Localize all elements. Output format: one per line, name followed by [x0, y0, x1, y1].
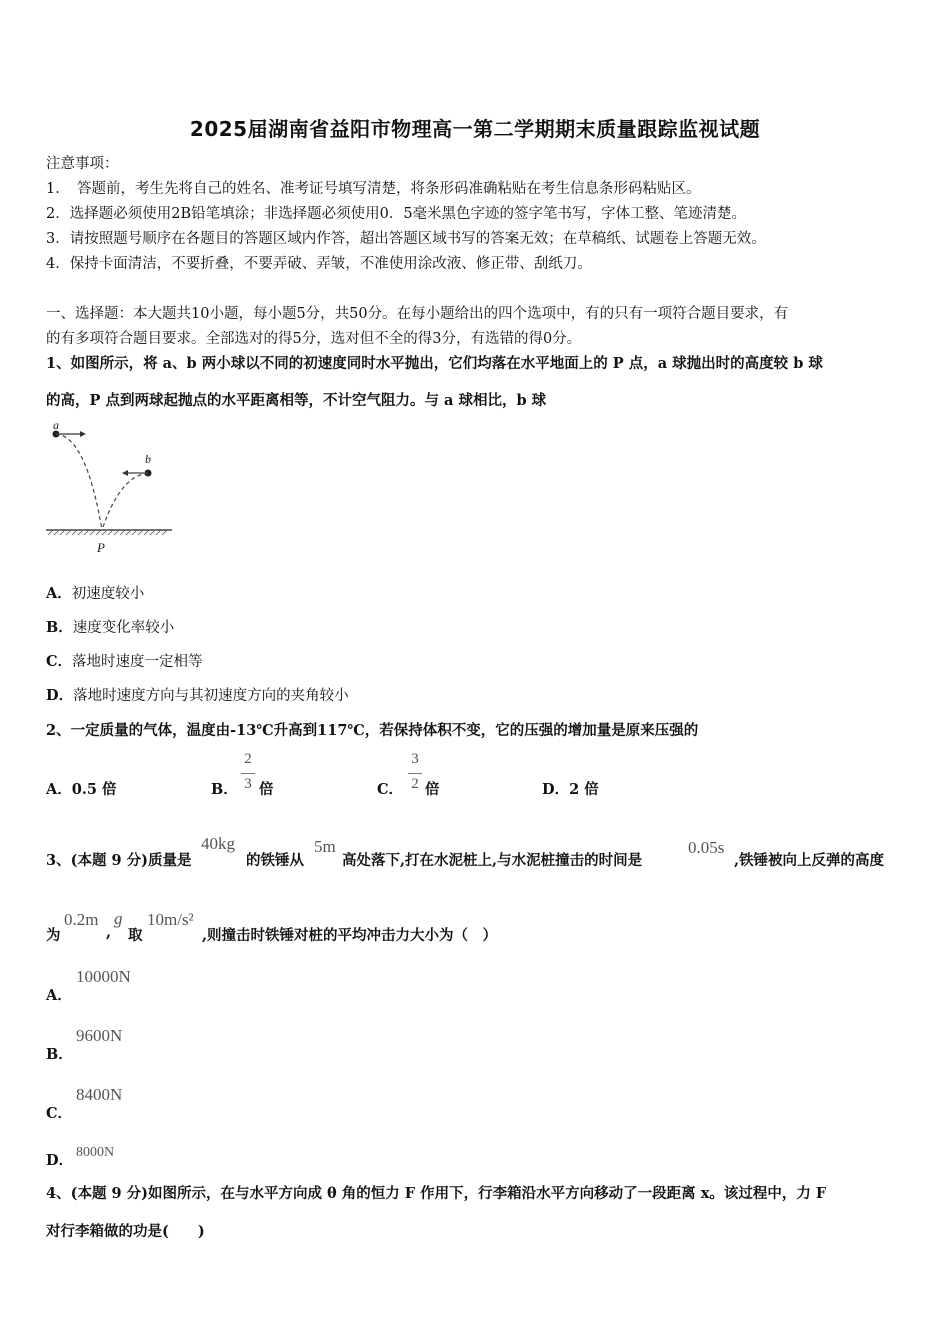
q2-option-d[interactable]	[542, 778, 599, 799]
q1-option-d-text: 落地时速度方向与其初速度方向的夹角较小	[73, 688, 349, 704]
trajectory-a	[56, 434, 102, 530]
q2-option-c-label[interactable]: C．	[377, 781, 404, 798]
q1-option-a[interactable]	[46, 582, 144, 603]
q2-stem: 2、一定质量的气体，温度由-13℃升高到117℃，若保持体积不变，它的压强的增加量是原来压强的	[46, 722, 699, 739]
q2-option-d-text: 2 倍	[569, 781, 599, 798]
label-p: P	[97, 540, 105, 555]
arrowhead-a	[80, 431, 86, 437]
q3-height: 5m	[314, 837, 336, 856]
q1-option-c[interactable]	[46, 650, 203, 671]
label-b: b	[145, 452, 151, 466]
q2-option-a-text: 0.5 倍	[71, 781, 117, 798]
q1-option-a-text: 初速度较小	[71, 586, 145, 602]
q2-option-b-fraction-bar	[241, 773, 255, 774]
q3-option-b-value[interactable]: 9600N	[76, 1026, 123, 1045]
q1-stem-line2: 的高，P 点到两球起抛点的水平距离相等，不计空气阻力。与 a 球相比，b 球	[46, 392, 547, 409]
section1-intro-line2: 的有多项符合题目要求。全部选对的得5分，选对但不全的得3分，有选错的得0分。	[46, 331, 582, 347]
q4-stem-line2: 对行李箱做的功是( )	[46, 1223, 205, 1240]
q3-stem-part5: 为	[46, 927, 61, 944]
q3-option-d-label[interactable]: D．	[46, 1152, 74, 1169]
notice-heading: 注意事项：	[46, 156, 119, 172]
notice-item-4: 4．保持卡面清洁，不要折叠，不要弄破、弄皱，不准使用涂改液、修正带、刮纸刀。	[46, 256, 592, 272]
q4-stem-line1: 4、(本题 9 分)如图所示，在与水平方向成 θ 角的恒力 F 作用下，行李箱沿水平方向移动了一段距离 x。该过程中，力 F	[46, 1185, 827, 1202]
q3-stem-part1: 3、(本题 9 分)质量是	[46, 852, 192, 869]
q3-time: 0.05s	[688, 838, 725, 857]
q1-option-b-label: B．	[46, 619, 73, 636]
q3-stem-part2: 的铁锤从	[246, 852, 304, 869]
q3-gravity-symbol: g	[114, 909, 123, 928]
q1-option-d[interactable]	[46, 684, 349, 705]
q1-option-b[interactable]	[46, 616, 174, 637]
q1-option-d-label: D．	[46, 687, 74, 704]
q3-stem-part7: 取	[128, 927, 143, 944]
notice-item-3: 3．请按照题号顺序在各题目的答题区域内作答，超出答题区域书写的答案无效；在草稿纸、试题卷上答题无效。	[46, 231, 766, 247]
q2-option-b-denominator: 3	[244, 776, 252, 792]
page-title: 2025届湖南省益阳市物理高一第二学期期末质量跟踪监视试题	[189, 117, 761, 141]
q3-gravity-value: 10m/s²	[147, 910, 194, 929]
q1-option-b-text: 速度变化率较小	[72, 620, 175, 636]
q2-option-c-text: 倍	[425, 781, 440, 798]
q3-option-c-value[interactable]: 8400N	[76, 1085, 123, 1104]
q2-option-a-label: A．	[46, 781, 72, 798]
q2-option-c-numerator: 3	[411, 751, 419, 767]
notice-item-2: 2．选择题必须使用2B铅笔填涂；非选择题必须使用0．5毫米黑色字迹的签字笔书写，字体工整、笔迹清楚。	[46, 206, 747, 222]
notice-item-1: 1． 答题前，考生先将自己的姓名、准考证号填写清楚，将条形码准确粘贴在考生信息条形码粘贴区。	[46, 181, 701, 197]
q2-option-d-label: D．	[542, 781, 570, 798]
q2-option-c-fraction-bar	[408, 773, 422, 774]
label-a: a	[53, 418, 59, 432]
q1-option-a-label: A．	[46, 585, 72, 602]
q1-option-c-text: 落地时速度一定相等	[72, 654, 203, 670]
q2-option-b-text: 倍	[259, 781, 274, 798]
section1-intro-line1: 一、选择题：本大题共10小题，每小题5分，共50分。在每小题给出的四个选项中，有的只有一项符合题目要求，有	[46, 306, 789, 322]
q3-stem-part6: ,	[106, 924, 112, 941]
q3-option-a-label[interactable]: A．	[46, 987, 72, 1004]
q1-option-c-label: C．	[46, 653, 73, 670]
q3-option-a-value[interactable]: 10000N	[76, 967, 131, 986]
trajectory-b	[102, 473, 148, 530]
q1-projectile-figure	[40, 418, 180, 558]
q1-stem-line1: 1、如图所示，将 a、b 两小球以不同的初速度同时水平抛出，它们均落在水平地面上的 P 点，a 球抛出时的高度较 b 球	[46, 355, 823, 372]
q3-rebound-height: 0.2m	[64, 910, 99, 929]
q3-option-d-value[interactable]: 8000N	[76, 1145, 115, 1160]
arrowhead-b	[122, 470, 128, 476]
ground-hatching	[48, 530, 167, 535]
q2-option-c-denominator: 2	[411, 776, 419, 792]
q2-option-a[interactable]	[46, 778, 117, 799]
q2-option-b-label[interactable]: B．	[211, 781, 238, 798]
q3-stem-part4: ,铁锤被向上反弹的高度	[734, 852, 885, 869]
q3-option-b-label[interactable]: B．	[46, 1046, 73, 1063]
q3-mass: 40kg	[201, 834, 235, 853]
q3-option-c-label[interactable]: C．	[46, 1105, 73, 1122]
q3-stem-part3: 高处落下,打在水泥桩上,与水泥桩撞击的时间是	[342, 852, 643, 869]
q3-stem-part8: ,则撞击时铁锤对桩的平均冲击力大小为（ ）	[202, 927, 498, 944]
q2-option-b-numerator: 2	[244, 751, 252, 767]
